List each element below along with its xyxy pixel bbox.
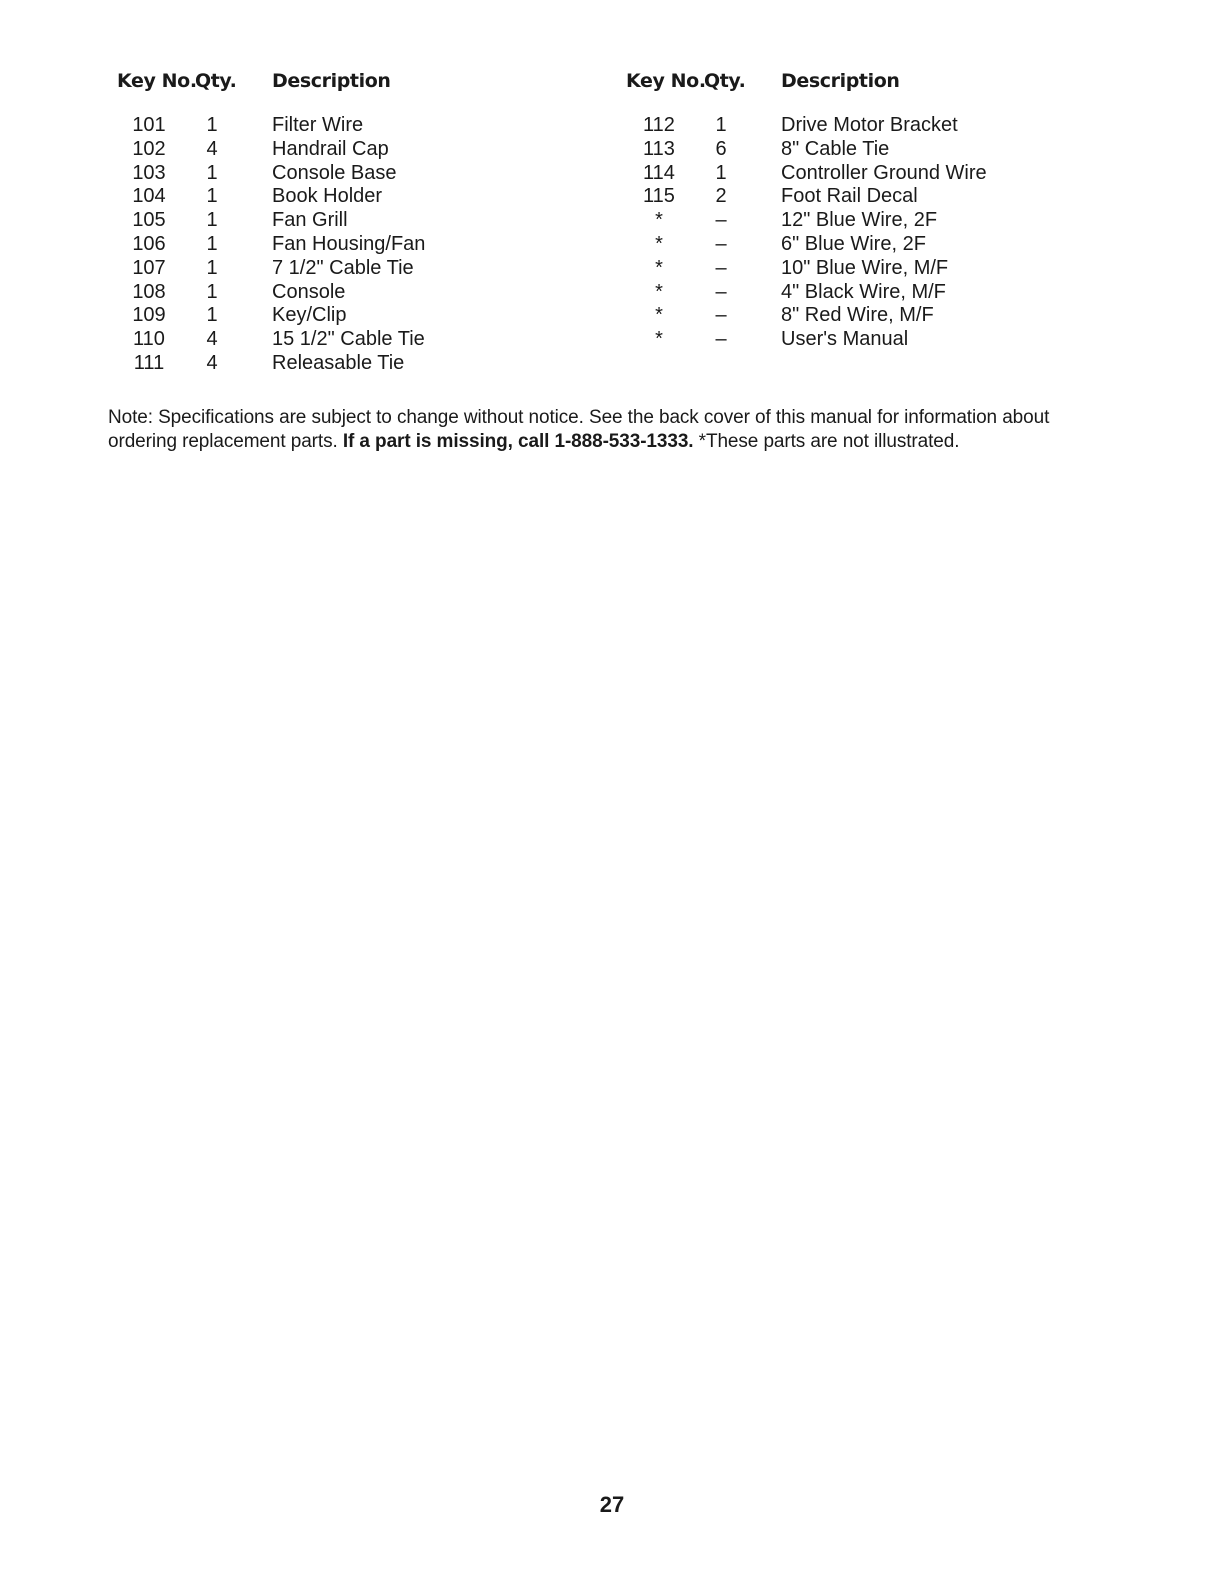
part-description: Fan Housing/Fan [272, 233, 426, 255]
part-description: Controller Ground Wire [781, 161, 987, 184]
page-number: 27 [599, 1492, 625, 1517]
part-description: Key/Clip [272, 304, 347, 327]
part-qty: – [715, 280, 727, 303]
right-header-key-no: Key No. [626, 70, 706, 92]
part-key-no: 114 [643, 161, 675, 184]
part-description: 10" Blue Wire, M/F [781, 256, 949, 279]
part-key-no: 111 [133, 352, 165, 374]
part-key-no: 112 [643, 114, 675, 136]
part-description: 8" Red Wire, M/F [781, 304, 934, 327]
part-key-no: * [655, 233, 663, 255]
part-qty: 1 [715, 114, 727, 136]
part-key-no: * [655, 304, 663, 327]
part-key-no: * [655, 256, 663, 279]
right-header-description: Description [781, 70, 900, 92]
part-key-no: 101 [132, 114, 166, 136]
left-header-key-no: Key No. [117, 70, 197, 92]
left-header-description: Description [272, 70, 391, 92]
part-qty: 1 [206, 256, 218, 279]
right-header-qty: Qty. [704, 70, 746, 92]
note-not-illustrated: *These parts are not illustrated. [693, 431, 960, 452]
part-qty: 1 [715, 161, 727, 184]
parts-note [108, 406, 1118, 454]
part-qty: – [715, 328, 727, 351]
part-description: 4" Black Wire, M/F [781, 280, 946, 303]
part-key-no: 109 [132, 304, 166, 327]
part-qty: – [715, 233, 727, 255]
part-description: Releasable Tie [272, 352, 405, 374]
part-qty: 1 [206, 185, 218, 208]
part-qty: 4 [206, 328, 218, 351]
part-description: 7 1/2" Cable Tie [272, 256, 414, 279]
part-description: Fan Grill [272, 209, 348, 232]
part-key-no: 110 [133, 328, 165, 351]
part-key-no: 108 [132, 280, 166, 303]
part-key-no: 106 [132, 233, 166, 255]
part-key-no: 115 [643, 185, 675, 208]
part-description: Foot Rail Decal [781, 185, 918, 208]
part-qty: 1 [206, 161, 218, 184]
part-qty: 4 [206, 352, 218, 374]
part-description: Console Base [272, 161, 397, 184]
part-key-no: 102 [132, 137, 166, 160]
part-key-no: 105 [132, 209, 166, 232]
part-description: User's Manual [781, 328, 909, 351]
part-qty: 1 [206, 304, 218, 327]
part-qty: 1 [206, 233, 218, 255]
part-qty: 6 [715, 137, 727, 160]
left-header-qty: Qty. [195, 70, 237, 92]
part-description: Console [272, 280, 346, 303]
part-description: 12" Blue Wire, 2F [781, 209, 938, 232]
note-missing-part-phone: If a part is missing, call 1-888-533-1333. [342, 431, 694, 452]
part-qty: – [715, 256, 727, 279]
part-description: Filter Wire [272, 114, 364, 136]
part-description: Book Holder [272, 185, 383, 208]
part-description: 6" Blue Wire, 2F [781, 233, 926, 255]
part-key-no: * [655, 280, 663, 303]
part-key-no: 113 [643, 137, 675, 160]
note-text: Note: Specifications are subject to change without notice. See the back cover of this manual for information about ordering replacement parts. [108, 407, 1050, 452]
part-qty: 1 [206, 209, 218, 232]
part-qty: 4 [206, 137, 218, 160]
part-key-no: * [655, 328, 663, 351]
part-key-no: 103 [132, 161, 166, 184]
part-description: 15 1/2" Cable Tie [272, 328, 425, 351]
part-qty: 2 [715, 185, 727, 208]
part-qty: 1 [206, 114, 218, 136]
part-qty: 1 [206, 280, 218, 303]
part-qty: – [715, 304, 727, 327]
part-description: Drive Motor Bracket [781, 114, 958, 136]
part-key-no: 104 [132, 185, 166, 208]
part-key-no: 107 [132, 256, 166, 279]
part-key-no: * [655, 209, 663, 232]
part-description: Handrail Cap [272, 137, 389, 160]
part-description: 8" Cable Tie [781, 137, 890, 160]
part-qty: – [715, 209, 727, 232]
